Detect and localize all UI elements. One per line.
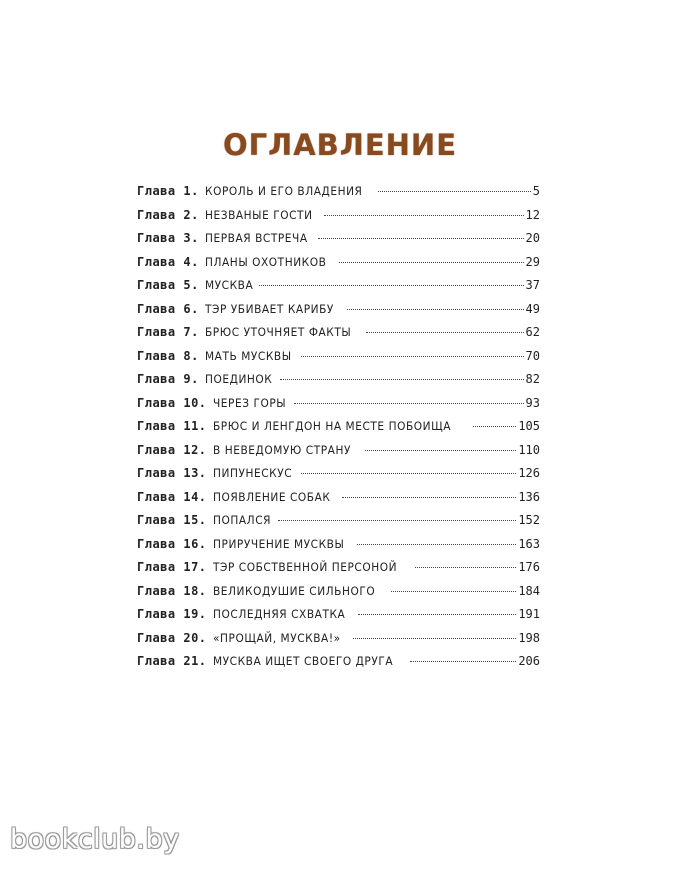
toc-chapter-title: МУСКВА <box>204 278 254 292</box>
toc-dot-leader <box>339 262 524 263</box>
toc-page-number: 110 <box>518 442 540 457</box>
toc-row <box>137 231 540 255</box>
toc-row <box>137 443 540 467</box>
toc-dot-leader <box>391 591 516 592</box>
toc-row <box>137 278 540 302</box>
toc-chapter-number: Глава 8. <box>137 348 199 363</box>
toc-row <box>137 560 540 584</box>
toc-chapter-number: Глава 18. <box>137 583 207 598</box>
toc-chapter-title: МУСКВА ИЩЕТ СВОЕГО ДРУГА <box>212 654 393 668</box>
toc-chapter-title: ЧЕРЕЗ ГОРЫ <box>212 395 286 410</box>
toc-chapter-title: ВЕЛИКОДУШИЕ СИЛЬНОГО <box>212 583 375 598</box>
toc-row <box>137 513 540 537</box>
toc-page-number: 62 <box>525 325 540 339</box>
toc-chapter-number: Глава 3. <box>137 231 199 245</box>
toc-dot-leader <box>366 332 524 333</box>
toc-chapter-title: ПОПАЛСЯ <box>212 513 271 527</box>
toc-chapter-title: В НЕВЕДОМУЮ СТРАНУ <box>212 442 351 457</box>
toc-chapter-number: Глава 6. <box>137 301 199 316</box>
toc-chapter-number: Глава 19. <box>137 607 207 621</box>
toc-dot-leader <box>473 426 516 427</box>
site-watermark: bookclub.by <box>10 824 180 855</box>
toc-chapter-number: Глава 1. <box>137 184 199 198</box>
toc-chapter-title: НЕЗВАНЫЕ ГОСТИ <box>204 207 313 222</box>
toc-chapter-number: Глава 16. <box>137 536 207 551</box>
toc-page-number: 136 <box>518 489 540 504</box>
toc-chapter-title: «ПРОЩАЙ, МУСКВА!» <box>212 630 341 645</box>
toc-chapter-number: Глава 12. <box>137 442 207 457</box>
toc-page-number: 93 <box>525 395 540 410</box>
toc-chapter-title: ПЛАНЫ ОХОТНИКОВ <box>204 254 327 269</box>
toc-chapter-title: ПОЯВЛЕНИЕ СОБАК <box>212 489 330 504</box>
toc-page-number: 105 <box>518 419 540 433</box>
toc-page-number: 184 <box>518 583 540 598</box>
toc-dot-leader <box>294 403 523 404</box>
toc-dot-leader <box>280 379 524 380</box>
toc-row <box>137 419 540 443</box>
toc-dot-leader <box>357 544 516 545</box>
toc-row <box>137 631 540 655</box>
page-title: ОГЛАВЛЕНИЕ <box>222 128 457 162</box>
toc-dot-leader <box>353 638 516 639</box>
toc-chapter-number: Глава 9. <box>137 372 199 386</box>
toc-dot-leader <box>415 567 517 568</box>
toc-chapter-title: ПЕРВАЯ ВСТРЕЧА <box>204 231 308 245</box>
toc-chapter-title: ПОСЛЕДНЯЯ СХВАТКА <box>212 607 345 621</box>
toc-page-number: 198 <box>518 630 540 645</box>
toc-chapter-number: Глава 11. <box>137 419 207 433</box>
toc-chapter-title: ПИПУНЕСКУС <box>212 466 292 480</box>
toc-chapter-title: БРЮС И ЛЕНГДОН НА МЕСТЕ ПОБОИЩА <box>212 419 451 433</box>
toc-chapter-number: Глава 20. <box>137 630 207 645</box>
toc-chapter-title: ПОЕДИНОК <box>204 372 273 386</box>
toc-page-number: 29 <box>525 254 540 269</box>
toc-page-number: 191 <box>518 607 540 621</box>
toc-chapter-number: Глава 7. <box>137 325 199 339</box>
toc-page-number: 126 <box>518 466 540 480</box>
toc-chapter-number: Глава 14. <box>137 489 207 504</box>
toc-dot-leader <box>347 309 524 310</box>
toc-row <box>137 184 540 208</box>
toc-dot-leader <box>358 614 516 615</box>
toc-page-number: 37 <box>525 278 540 292</box>
toc-page-number: 206 <box>518 654 540 668</box>
toc-row <box>137 537 540 561</box>
toc-chapter-number: Глава 17. <box>137 560 207 574</box>
toc-dot-leader <box>278 520 517 521</box>
toc-dot-leader <box>378 191 531 192</box>
toc-dot-leader <box>318 238 523 239</box>
toc-chapter-title: БРЮС УТОЧНЯЕТ ФАКТЫ <box>204 325 352 339</box>
toc-page-number: 20 <box>525 231 540 245</box>
toc-row <box>137 372 540 396</box>
toc-row <box>137 396 540 420</box>
toc-row <box>137 654 540 678</box>
toc-chapter-number: Глава 21. <box>137 654 207 668</box>
toc-chapter-title: МАТЬ МУСКВЫ <box>204 348 292 363</box>
toc-chapter-number: Глава 2. <box>137 207 199 222</box>
toc-dot-leader <box>365 450 517 451</box>
toc-chapter-title: ТЭР УБИВАЕТ КАРИБУ <box>204 301 334 316</box>
toc-row <box>137 255 540 279</box>
toc-dot-leader <box>410 661 516 662</box>
toc-page-number: 163 <box>518 536 540 551</box>
toc-chapter-number: Глава 5. <box>137 278 199 292</box>
toc-page-number: 176 <box>518 560 540 574</box>
table-of-contents <box>137 184 540 678</box>
toc-dot-leader <box>324 215 524 216</box>
toc-row <box>137 349 540 373</box>
toc-dot-leader <box>301 356 524 357</box>
toc-chapter-number: Глава 15. <box>137 513 207 527</box>
toc-row <box>137 466 540 490</box>
toc-dot-leader <box>342 497 516 498</box>
toc-row <box>137 584 540 608</box>
toc-row <box>137 607 540 631</box>
toc-chapter-title: КОРОЛЬ И ЕГО ВЛАДЕНИЯ <box>204 184 363 198</box>
toc-row <box>137 208 540 232</box>
toc-row <box>137 302 540 326</box>
toc-row <box>137 325 540 349</box>
toc-page-number: 70 <box>525 348 540 363</box>
toc-page-number: 152 <box>518 513 540 527</box>
toc-page-number: 49 <box>525 301 540 316</box>
toc-page-number: 12 <box>525 207 540 222</box>
toc-row <box>137 490 540 514</box>
toc-chapter-number: Глава 10. <box>137 395 207 410</box>
toc-chapter-number: Глава 13. <box>137 466 207 480</box>
toc-page-number: 82 <box>525 372 540 386</box>
toc-chapter-number: Глава 4. <box>137 254 199 269</box>
toc-chapter-title: ПРИРУЧЕНИЕ МУСКВЫ <box>212 536 344 551</box>
toc-page-number: 5 <box>532 184 540 198</box>
toc-chapter-title: ТЭР СОБСТВЕННОЙ ПЕРСОНОЙ <box>212 560 397 574</box>
toc-dot-leader <box>259 285 523 286</box>
toc-dot-leader <box>301 473 517 474</box>
